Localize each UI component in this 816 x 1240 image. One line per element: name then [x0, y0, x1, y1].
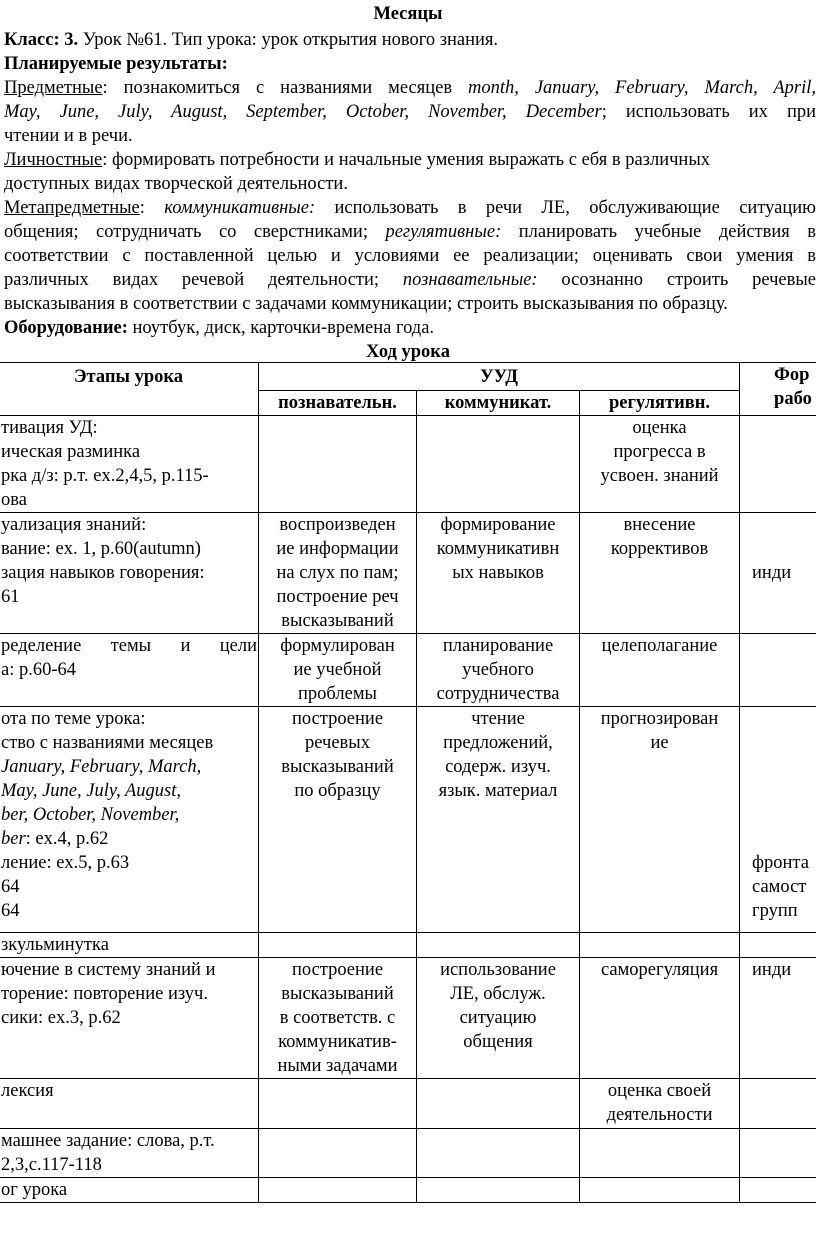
forms-cell	[740, 416, 816, 513]
forms-cell	[740, 933, 816, 958]
cognitive-cell	[259, 1178, 417, 1203]
stage-line: ство с названиями месяцев	[1, 733, 214, 753]
communicative-line: сотрудничества	[436, 684, 560, 704]
regulatory-cell	[580, 1178, 740, 1203]
table-row	[0, 958, 816, 1079]
header-forms: Фор рабо	[740, 363, 816, 416]
personal-results-line-1: Личностные: формировать потребности и начальные умения выражать с ебя в различных	[4, 150, 711, 170]
forms-line: самост	[752, 877, 807, 897]
stage-line: а: p.60-64	[1, 660, 77, 680]
cognitive-line: высказываний	[281, 984, 394, 1004]
forms-cell	[740, 1129, 816, 1178]
stage-line: зация навыков говорения:	[1, 563, 205, 583]
regulatory-cell	[580, 958, 740, 1079]
stage-cell	[0, 634, 259, 707]
communicative-cell	[417, 416, 580, 513]
table-row	[0, 1178, 816, 1203]
regulatory-cell	[580, 1129, 740, 1178]
cognitive-line: речевых	[305, 733, 370, 753]
meta-results-line-3: соответствии с поставленной целью и условиями ее реализации; оценивать свои умения в	[4, 246, 816, 266]
cognitive-line: ие информации	[276, 539, 399, 559]
subject-results-line-2: May, June, July, August, September, October, November, December; использовать их при	[4, 102, 816, 122]
cognitive-cell	[259, 416, 417, 513]
forms-line: инди	[752, 563, 792, 583]
communicative-line: формирование	[440, 515, 556, 535]
communicative-line: общения	[463, 1032, 533, 1052]
communicative-cell	[417, 1079, 580, 1129]
forms-cell	[740, 1178, 816, 1203]
planned-results-heading: Планируемые результаты:	[4, 54, 228, 74]
cognitive-cell	[259, 634, 417, 707]
table-row	[0, 707, 816, 933]
regulatory-line: прогресса в	[613, 442, 706, 462]
stage-cell	[0, 707, 259, 933]
stage-line: 64	[1, 901, 20, 921]
forms-line: групп	[752, 901, 798, 921]
meta-results-line-1: Метапредметные: коммуникативные: использовать в речи ЛЕ, обслуживающие ситуацию	[4, 198, 816, 218]
communicative-cell	[417, 513, 580, 634]
cognitive-line: формулирован	[280, 636, 395, 656]
equipment-line: Оборудование: ноутбук, диск, карточки-времена года.	[4, 318, 435, 338]
regulatory-cell	[580, 1079, 740, 1129]
stage-line: сики: ex.3, p.62	[1, 1008, 121, 1028]
communicative-cell	[417, 1178, 580, 1203]
class-line	[4, 28, 816, 52]
communicative-line: планирование	[442, 636, 554, 656]
table-row	[0, 634, 816, 707]
forms-cell	[740, 707, 816, 933]
regulatory-line: оценка своей	[607, 1081, 712, 1101]
forms-line	[752, 779, 816, 803]
cognitive-line: в соответств. с	[279, 1008, 396, 1028]
meta-results-line-2: общения; сотрудничать со сверстниками; регулятивные: планировать учебные действия в	[4, 222, 816, 242]
subject-results-label: Предметные	[4, 78, 103, 98]
table-row	[0, 416, 816, 513]
table-row	[0, 513, 816, 634]
cognitive-cell	[259, 958, 417, 1079]
header-stages: Этапы урока	[0, 363, 259, 416]
stage-line: вание: ex. 1, p.60(autumn)	[1, 539, 201, 559]
meta-results-label: Метапредметные	[4, 198, 140, 218]
regulatory-cell	[580, 513, 740, 634]
forms-line	[752, 827, 816, 851]
stage-line: ючение в систему знаний и	[1, 960, 216, 980]
forms-line	[752, 803, 816, 827]
cognitive-line: построение	[291, 709, 384, 729]
stage-cell	[0, 513, 259, 634]
stage-cell	[0, 958, 259, 1079]
class-label: Класс: 3.	[4, 30, 79, 50]
stage-line: уализация знаний:	[1, 515, 147, 535]
cognitive-cell	[259, 1129, 417, 1178]
stage-line: ическая разминка	[1, 442, 141, 462]
stage-line: January, February, March,	[1, 757, 202, 777]
forms-line	[752, 513, 816, 537]
stage-line: ber: ex.4, p.62	[1, 829, 109, 849]
course-heading: Ход урока	[366, 342, 450, 362]
lesson-plan-table	[0, 362, 816, 1203]
regulatory-line: деятельности	[606, 1105, 713, 1125]
forms-cell	[740, 634, 816, 707]
table-row	[0, 933, 816, 958]
stage-line: тивация УД:	[1, 418, 98, 438]
cognitive-line: проблемы	[298, 684, 377, 704]
cognitive-line: воспроизведен	[279, 515, 396, 535]
regulatory-cell	[580, 933, 740, 958]
communicative-line: язык. материал	[438, 781, 558, 801]
cognitive-line: по образцу	[294, 781, 381, 801]
table-row	[0, 1079, 816, 1129]
forms-cell	[740, 1079, 816, 1129]
forms-line	[752, 731, 816, 755]
communicative-cell	[417, 958, 580, 1079]
stage-line: 2,3,c.117-118	[1, 1155, 102, 1175]
regulatory-line: коррективов	[610, 539, 709, 559]
stage-cell	[0, 1178, 259, 1203]
cognitive-cell	[259, 513, 417, 634]
cognitive-line: на слух по пам;	[276, 563, 399, 583]
table-row	[0, 1129, 816, 1178]
lesson-rows	[0, 416, 816, 1203]
regulatory-cell	[580, 634, 740, 707]
regulatory-cell	[580, 416, 740, 513]
stage-line: машнее задание: слова, р.т.	[1, 1131, 215, 1151]
stage-line: 61	[1, 587, 20, 607]
forms-line	[752, 707, 816, 731]
cognitive-line: коммуникатив-	[278, 1032, 397, 1052]
document-title: Месяцы	[373, 4, 443, 24]
cognitive-line: построение	[291, 960, 384, 980]
equipment-label: Оборудование:	[4, 318, 128, 338]
cognitive-line: высказываний	[281, 757, 394, 777]
stage-line: торение: повторение изуч.	[1, 984, 208, 1004]
communicative-line: учебного	[462, 660, 534, 680]
personal-results-line-2: доступных видах творческой деятельности.	[4, 174, 348, 194]
stage-line: ление: ex.5, p.63	[1, 853, 130, 873]
stage-cell	[0, 1079, 259, 1129]
stage-line: 64	[1, 877, 20, 897]
meta-results-line-4: различных видах речевой деятельности; познавательные: осознанно строить речевые	[4, 270, 816, 290]
regulatory-line: саморегуляция	[600, 960, 719, 980]
personal-results-label: Личностные	[4, 150, 103, 170]
cognitive-cell	[259, 707, 417, 933]
header-communicative: коммуникат.	[417, 391, 580, 416]
communicative-cell	[417, 707, 580, 933]
cognitive-line: ие учебной	[293, 660, 382, 680]
subject-results-line-1: Предметные: познакомиться с названиями месяцев month, January, February, March, April,	[4, 78, 816, 98]
communicative-cell	[417, 1129, 580, 1178]
regulatory-line: внесение	[623, 515, 696, 535]
communicative-cell	[417, 933, 580, 958]
cognitive-line: высказываний	[281, 611, 394, 631]
forms-line: инди	[752, 960, 792, 980]
communicative-line: содерж. изуч.	[445, 757, 551, 777]
communicative-line: ситуацию	[459, 1008, 537, 1028]
communicative-cell	[417, 634, 580, 707]
forms-line	[752, 755, 816, 779]
stage-cell	[0, 416, 259, 513]
regulatory-line: целеполагание	[601, 636, 718, 656]
forms-line: фронта	[752, 853, 809, 873]
lesson-summary	[4, 28, 816, 340]
forms-cell	[740, 513, 816, 634]
cognitive-line: ными задачами	[277, 1056, 398, 1076]
stage-line: ber, October, November,	[1, 805, 180, 825]
stage-cell	[0, 933, 259, 958]
stage-line: лексия	[1, 1081, 54, 1101]
stage-line: ова	[1, 490, 27, 510]
communicative-line: ых навыков	[452, 563, 544, 583]
communicative-line: коммуникативн	[436, 539, 560, 559]
forms-line	[752, 537, 816, 561]
cognitive-line: построение реч	[276, 587, 399, 607]
regulatory-line: прогнозирован	[600, 709, 719, 729]
subject-results-line-3: чтении и в речи.	[4, 126, 133, 146]
stage-line: рка д/з: р.т. ex.2,4,5, p.115-	[1, 466, 209, 486]
communicative-line: использование	[440, 960, 556, 980]
regulatory-line: оценка	[632, 418, 687, 438]
stage-line: ота по теме урока:	[1, 709, 146, 729]
header-cognitive: познавательн.	[259, 391, 417, 416]
stage-line: зкульминутка	[1, 935, 109, 955]
forms-cell	[740, 958, 816, 1079]
communicative-line: ЛЕ, обслуж.	[450, 984, 546, 1004]
cognitive-cell	[259, 1079, 417, 1129]
stage-line: ог урока	[1, 1180, 68, 1200]
communicative-line: чтение	[471, 709, 525, 729]
lesson-info: Урок №61. Тип урока: урок открытия нового знания.	[78, 30, 499, 50]
header-uud: УУД	[259, 363, 740, 391]
stage-line: May, June, July, August,	[1, 781, 181, 801]
cognitive-cell	[259, 933, 417, 958]
communicative-line: предложений,	[443, 733, 553, 753]
stage-cell	[0, 1129, 259, 1178]
regulatory-cell	[580, 707, 740, 933]
regulatory-line: ие	[650, 733, 669, 753]
meta-results-line-5: высказывания в соответствии с задачами коммуникации; строить высказывания по образцу.	[4, 294, 728, 314]
stage-line: ределение темы и цели	[1, 636, 257, 656]
regulatory-line: усвоен. знаний	[600, 466, 719, 486]
header-regulatory: регулятивн.	[580, 391, 740, 416]
